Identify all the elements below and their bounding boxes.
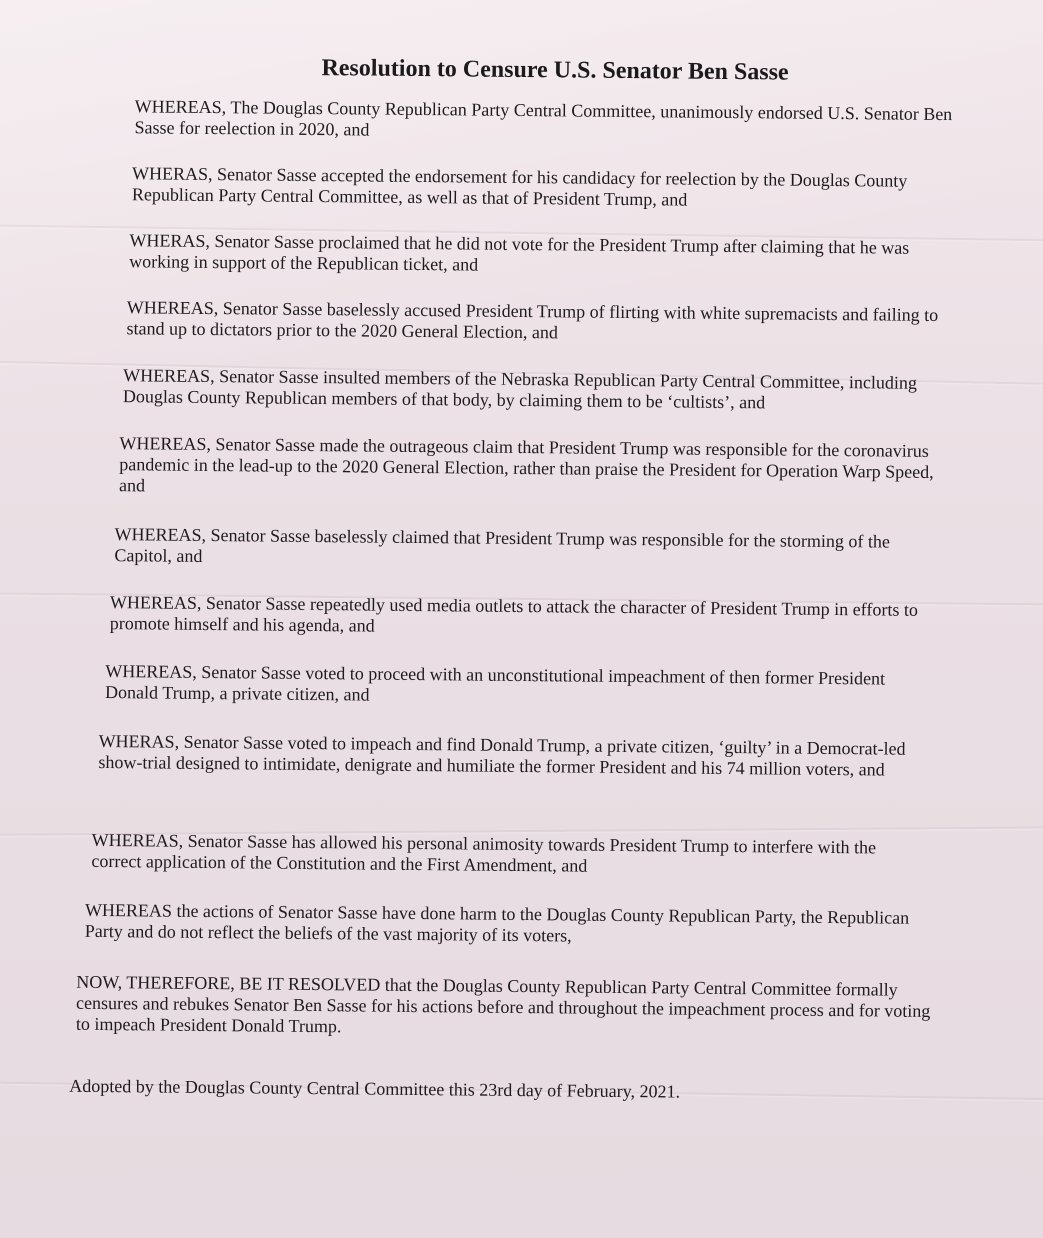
adoption-statement: Adopted by the Douglas County Central Committee this 23rd day of February, 2021. [69,1075,681,1102]
whereas-accused-trump: WHEREAS, Senator Sasse baselessly accused President Trump of flirting with white supremacists and failing to stand up to dictators prior to the 2020 General Election, and [126,297,939,343]
whereas-harm-to-party: WHEREAS the actions of Senator Sasse have done harm to the Douglas County Republican Party, the Republican Party and do not reflect the beliefs of the vast majority of its voters, [84,899,910,946]
whereas-impeachment-vote: WHEREAS, Senator Sasse voted to proceed with an unconstitutional impeachment of then former President Donald Trump, a private citizen, and [105,661,886,705]
whereas-pandemic-claim: WHEREAS, Senator Sasse made the outrageous claim that President Trump was responsible for the coronavirus pandemic in the lead-up to the 2020 General Election, rather than praise the President for Operation Warp Speed, and [118,433,934,496]
whereas-insulted-members: WHEREAS, Senator Sasse insulted members of the Nebraska Republican Party Central Committee, including Douglas County Republican members of that body, by claiming them to be ‘cultists’, and [122,365,918,413]
whereas-accepted-endorsement: WHERAS, Senator Sasse accepted the endorsement for his candidacy for reelection by the Douglas County Republican Party Central Committee, as well as that of President Trump, and [131,163,908,210]
resolution-title: Resolution to Censure U.S. Senator Ben Sasse [321,55,789,86]
whereas-media-attacks: WHEREAS, Senator Sasse repeatedly used media outlets to attack the character of President Trump in efforts to promote himself and his agenda, and [109,592,919,636]
whereas-guilty-vote: WHERAS, Senator Sasse voted to impeach and find Donald Trump, a private citizen, ‘guilty’ in a Democrat-led show-trial designed to intimidate, denigrate and humiliate the former President and his 74 million voters, and [98,730,906,780]
whereas-endorsement: WHEREAS, The Douglas County Republican Party Central Committee, unanimously endorsed U.S. Senator Ben Sasse for reelection in 2020, and [134,96,953,140]
whereas-did-not-vote: WHERAS, Senator Sasse proclaimed that he did not vote for the President Trump after claiming that he was working in support of the Republican ticket, and [129,230,910,275]
whereas-capitol-claim: WHEREAS, Senator Sasse baselessly claimed that President Trump was responsible for the storming of the Capitol, and [114,524,891,566]
resolved-clause: NOW, THEREFORE, BE IT RESOLVED that the Douglas County Republican Party Central Committee formally censures and rebukes Senator Ben Sasse for his actions before and throughout the impeachment process and for voting to impeach President Donald Trump. [75,971,931,1037]
whereas-personal-animosity: WHEREAS, Senator Sasse has allowed his personal animosity towards President Trump to interfere with the correct application of the Constitution and the First Amendment, and [91,829,877,876]
